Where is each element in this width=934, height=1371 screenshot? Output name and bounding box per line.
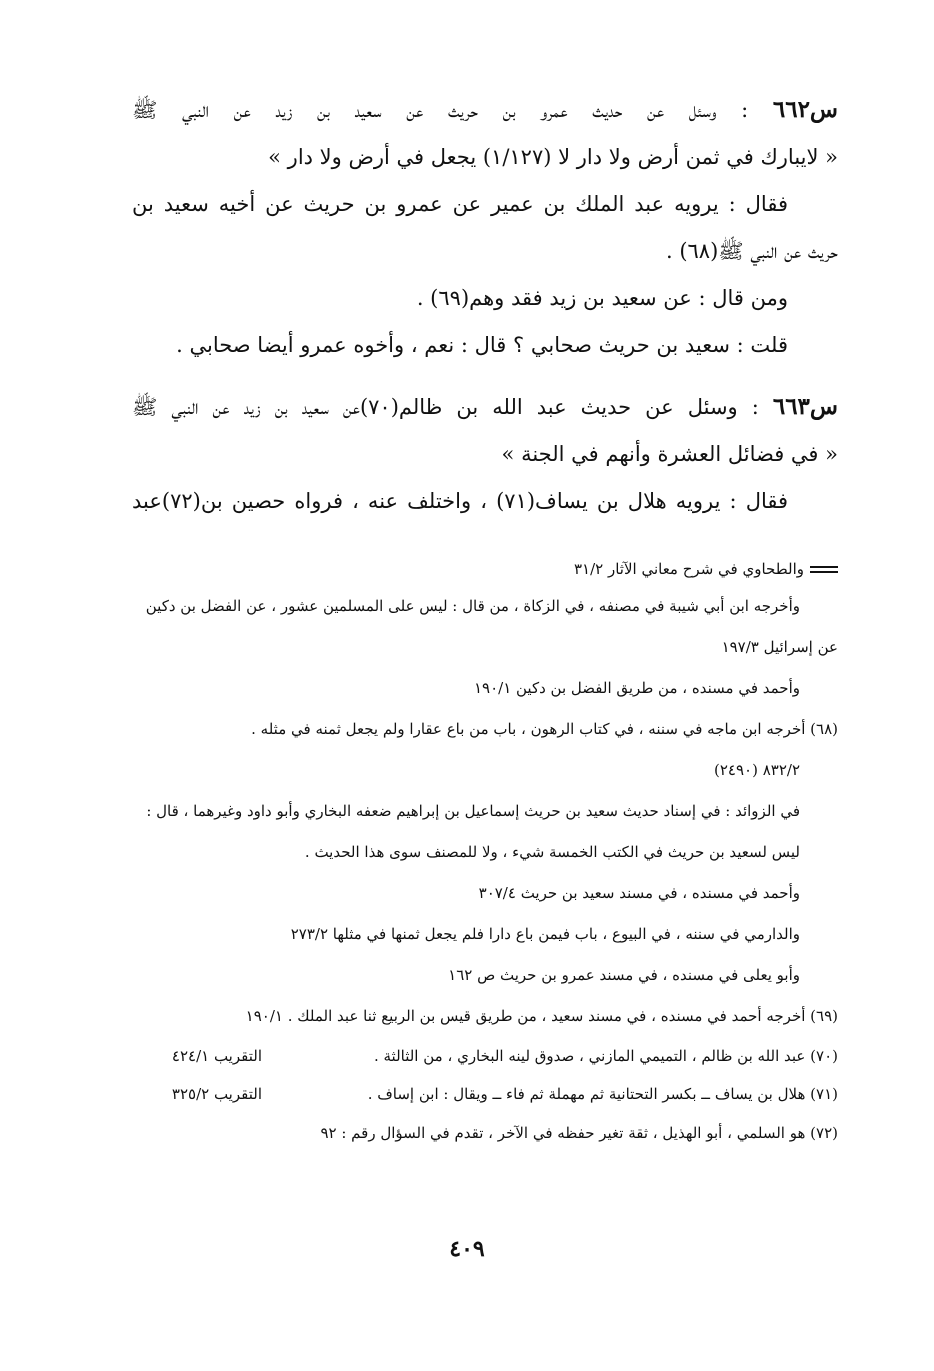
- question-662: [132, 86, 838, 369]
- question-662-text: : وسئل عن حديث عمرو بن حريث عن سعيد بن زيد عن النبي ﷺ: [132, 98, 749, 122]
- footnote-continuation-text: والطحاوي في شرح معاني الآثار ٣١/٢: [573, 559, 804, 578]
- footnote-68-ahmad: وأحمد في مسنده ، في مسند سعيد بن حريث ٣٠٧/٤: [478, 884, 800, 902]
- footnote-70-ref: التقريب ٤٢٤/١: [171, 1047, 262, 1065]
- question-662-line-1: [132, 86, 838, 134]
- answer-662-line-1: فقال : يرويه عبد الملك بن عمير عن عمرو بن حريث عن أخيه سعيد بن: [132, 192, 788, 216]
- footnote-68-darimi: والدارمي في سننه ، في البيوع ، باب فيمن باع دارا فلم يجعل ثمنها في مثلها ٢٧٣/٢: [290, 925, 800, 943]
- answer-662-line-3: ومن قال : عن سعيد بن زيد فقد وهم(٦٩) .: [416, 286, 788, 310]
- answer-662-line-2: حريث عن النبي ﷺ(٦٨) .: [665, 239, 838, 263]
- answer-662-line-4: قلت : سعيد بن حريث صحابي ؟ قال : نعم ، وأخوه عمرو أيضا صحابي .: [176, 333, 788, 357]
- footnote-68-ref: ٨٣٢/٢ (٢٤٩٠): [714, 761, 800, 779]
- footnote-68-abu-yala: وأبو يعلى في مسنده ، في مسند عمرو بن حريث ص ١٦٢: [448, 966, 800, 984]
- footnote-continuation: [132, 552, 838, 586]
- footnote-line: وأخرجه ابن أبي شيبة في مصنفه ، في الزكاة ، من قال : ليس على المسلمين عشور ، عن الفضل بن دكين: [145, 597, 800, 615]
- footnote-68-zawaid: في الزوائد : في إسناد حديث سعيد بن حريث إسماعيل بن إبراهيم ضعفه البخاري وأبو داود وغيرهما ، قال :: [146, 802, 800, 820]
- footnote-separator: [810, 566, 838, 573]
- footnote-71-text: (٧١) هلال بن يساف ــ بكسر التحتانية ثم مهملة ثم فاء ــ ويقال : ابن إساف .: [367, 1085, 838, 1103]
- question-662-number: س٦٦٢: [772, 96, 838, 123]
- footnote-71-ref: التقريب ٣٢٥/٢: [171, 1085, 262, 1103]
- footnote-72: (٧٢) هو السلمي ، أبو الهذيل ، ثقة تغير حفظه في الآخر ، تقدم في السؤال رقم : ٩٢: [320, 1124, 838, 1142]
- page-number: ٤٠٩: [449, 1236, 485, 1262]
- question-663: [132, 383, 838, 525]
- question-662-line-2: « لايبارك في ثمن أرض ولا دار لا (١/١٢٧) يجعل في أرض ولا دار »: [268, 145, 838, 169]
- question-663-line-1: [132, 383, 838, 431]
- main-text: [132, 86, 838, 525]
- footnote-70-text: (٧٠) عبد الله بن ظالم ، التميمي المازني ، صدوق لينه البخاري ، من الثالثة .: [373, 1047, 838, 1065]
- footnote-70: [132, 1037, 838, 1075]
- footnote-69: (٦٩) أخرجه أحمد في مسنده ، في مسند سعيد ، من طريق قيس بن الربيع ثنا عبد الملك . ١٩٠/١: [245, 1007, 838, 1025]
- footnote-line: عن إسرائيل ١٩٧/٣: [721, 638, 838, 656]
- footnote-68-zawaid-cont: ليس لسعيد بن حريث في الكتب الخمسة شيء ، ولا للمصنف سوى هذا الحديث .: [304, 843, 800, 861]
- question-663-line-2: « في فضائل العشرة وأنهم في الجنة »: [501, 442, 838, 466]
- question-663-number: س٦٦٣: [772, 393, 838, 420]
- footnote-71: [132, 1075, 838, 1113]
- footnotes: [132, 552, 838, 1154]
- question-663-text: : وسئل عن حديث عبد الله بن ظالم(٧٠)عن سعيد بن زيد عن النبي ﷺ: [132, 395, 759, 419]
- answer-663-line-1: فقال : يرويه هلال بن يساف(٧١) ، واختلف عنه ، فرواه حصين بن(٧٢)عبد: [132, 489, 789, 513]
- footnote-line: وأحمد في مسنده ، من طريق الفضل بن دكين ١٩٠/١: [473, 679, 800, 697]
- footnote-68: (٦٨) أخرجه ابن ماجه في سننه ، في كتاب الرهون ، باب من باع عقارا ولم يجعل ثمنه في مثله .: [251, 720, 838, 738]
